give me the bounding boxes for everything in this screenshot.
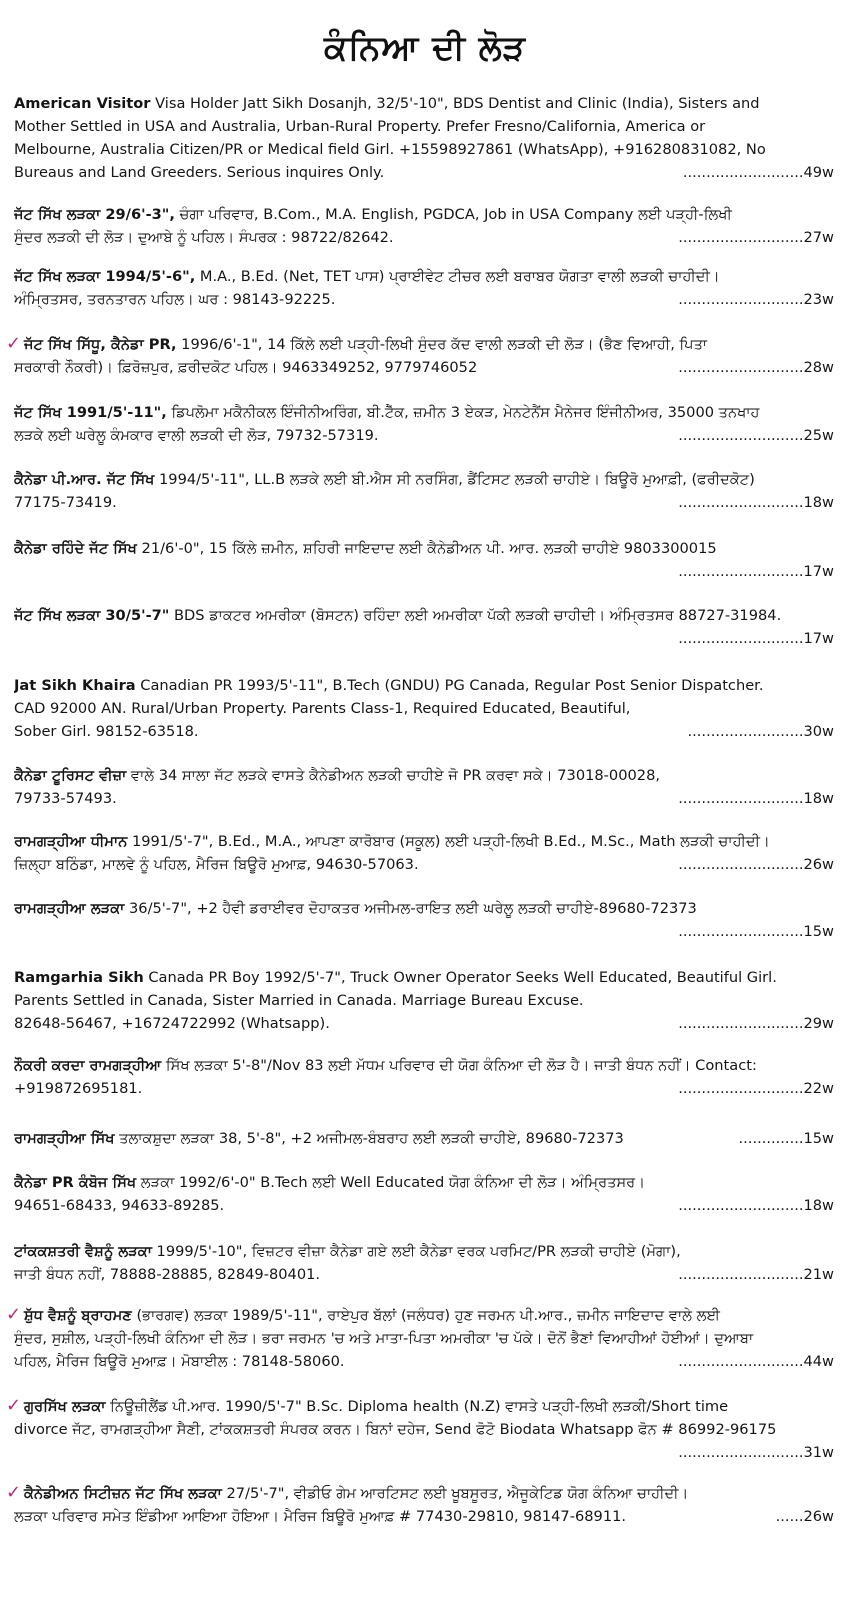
ad-2 [14, 265, 834, 311]
ad-lead: ਗੁਰਸਿੱਖ ਲੜਕਾ [24, 1398, 106, 1415]
ad-line: Mother Settled in USA and Australia, Urban-Rural Property. Prefer Fresno/California, America or [14, 118, 706, 135]
ad-4 [14, 401, 834, 447]
ad-lead: ਜੱਟ ਸਿੱਖ ਲੜਕਾ 1994/5'-6", [14, 268, 196, 285]
ad-price: ..........................49w [682, 164, 834, 181]
ad-14 [14, 1127, 834, 1150]
ad-line: ਲੜਕਾ ਪਰਿਵਾਰ ਸਮੇਤ ਇੰਡੀਆ ਆਇਆ ਹੋਇਆ। ਮੈਰਿਜ ਬਿਊਰੋ ਮੁਆਫ਼ # 77430-29810, 98147-68911. [14, 1508, 627, 1525]
ad-8 [14, 674, 834, 743]
ad-price: ...........................44w [678, 1353, 834, 1370]
ad-price: ...........................21w [678, 1266, 834, 1283]
ad-lead: ਨੌਕਰੀ ਕਰਦਾ ਰਾਮਗੜ੍ਹੀਆ [14, 1057, 162, 1074]
ad-line: Canadian PR 1993/5'-11", B.Tech (GNDU) PG Canada, Regular Post Senior Dispatcher. [135, 677, 764, 694]
ad-line: Visa Holder Jatt Sikh Dosanjh, 32/5'-10", BDS Dentist and Clinic (India), Sisters and [150, 95, 760, 112]
ad-lead: ਟਾਂਕਕਸ਼ਤਰੀ ਵੈਸ਼ਨੂੰ ਲੜਕਾ [14, 1243, 152, 1260]
ad-line: ਲੜਕੇ ਲਈ ਘਰੇਲੂ ਕੰਮਕਾਰ ਵਾਲੀ ਲੜਕੀ ਦੀ ਲੋੜ, 79732-57319. [14, 427, 379, 444]
ad-lead: ਰਾਮਗੜ੍ਹੀਆ ਲੜਕਾ [14, 900, 125, 917]
ad-line: BDS ਡਾਕਟਰ ਅਮਰੀਕਾ (ਬੋਸਟਨ) ਰਹਿੰਦਾ ਲਈ ਅਮਰੀਕਾ ਪੱਕੀ ਲੜਕੀ ਚਾਹੀਦੀ। ਅੰਮ੍ਰਿਤਸਰ 88727-31984. [169, 607, 782, 624]
ad-lead: ਜੱਟ ਸਿੱਖ ਲੜਕਾ 29/6'-3", [14, 206, 175, 223]
ad-lead: ਕੈਨੇਡੀਅਨ ਸਿਟੀਜ਼ਨ ਜੱਟ ਸਿੱਖ ਲੜਕਾ [24, 1485, 222, 1502]
ad-price: ...........................31w [678, 1444, 834, 1461]
ad-5 [14, 468, 834, 514]
ad-line: ਵਾਲੇ 34 ਸਾਲਾ ਜੱਟ ਲੜਕੇ ਵਾਸਤੇ ਕੈਨੇਡੀਅਨ ਲੜਕੀ ਚਾਹੀਏ ਜੋ PR ਕਰਵਾ ਸਕੇ। 73018-00028, [126, 767, 660, 784]
ad-price: ...........................28w [678, 359, 834, 376]
ad-line: ਲੜਕਾ 1992/6'-0" B.Tech ਲਈ Well Educated ਯੋਗ ਕੰਨਿਆ ਦੀ ਲੋੜ। ਅੰਮ੍ਰਿਤਸਰ। [136, 1174, 646, 1191]
ad-line: ਪਹਿਲ, ਮੈਰਿਜ ਬਿਊਰੋ ਮੁਆਫ਼। ਮੋਬਾਈਲ : 78148-58060. [14, 1353, 345, 1370]
ad-lead: ਕੈਨੇਡਾ ਟੂਰਿਸਟ ਵੀਜ਼ਾ [14, 767, 127, 784]
ad-line: ਚੰਗਾ ਪਰਿਵਾਰ, B.Com., M.A. English, PGDCA, Job in USA Company ਲਈ ਪੜ੍ਹੀ-ਲਿਖੀ [174, 206, 732, 223]
ad-19 [6, 1482, 834, 1528]
ad-price: ...........................18w [678, 494, 834, 511]
ad-line: +919872695181. [14, 1080, 143, 1097]
ad-price: ...........................23w [678, 291, 834, 308]
ad-price: ...........................25w [678, 427, 834, 444]
ad-12 [14, 966, 834, 1035]
ad-line: Melbourne, Australia Citizen/PR or Medical field Girl. +15598927861 (WhatsApp), +916280831082, No [14, 141, 766, 158]
ad-lead: ਰਾਮਗੜ੍ਹੀਆ ਧੀਮਾਨ [14, 833, 128, 850]
ad-10 [14, 830, 834, 876]
ad-price: ...........................22w [678, 1080, 834, 1097]
ad-6 [14, 537, 834, 583]
ad-lead: ਕੈਨੇਡਾ ਰਹਿੰਦੇ ਜੱਟ ਸਿੱਖ [14, 540, 137, 557]
ad-line: (ਭਾਰਗਵ) ਲੜਕਾ 1989/5'-11", ਰਾਏਪੁਰ ਬੱਲਾਂ (ਜਲੰਧਰ) ਹੁਣ ਜਰਮਨ ਪੀ.ਆਰ., ਜ਼ਮੀਨ ਜਾਇਦਾਦ ਵਾਲੇ ਲਈ [131, 1307, 721, 1324]
ad-line: 27/5'-7", ਵੀਡੀਓ ਗੇਮ ਆਰਟਿਸਟ ਲਈ ਖੂਬਸੂਰਤ, ਐਜੂਕੇਟਿਡ ਯੋਗ ਕੰਨਿਆ ਚਾਹੀਦੀ। [221, 1485, 689, 1502]
ad-line: Bureaus and Land Greeders. Serious inquires Only. [14, 164, 385, 181]
ad-lead: ਰਾਮਗੜ੍ਹੀਆ ਸਿੱਖ [14, 1130, 115, 1147]
ad-line: 79733-57493. [14, 790, 117, 807]
ad-line: 1996/6'-1", 14 ਕਿੱਲੇ ਲਈ ਪੜ੍ਹੀ-ਲਿਖੀ ਸੁੰਦਰ ਕੱਦ ਵਾਲੀ ਲੜਕੀ ਦੀ ਲੋੜ। (ਭੈਣ ਵਿਆਹੀ, ਪਿਤਾ [176, 336, 708, 353]
ad-9 [14, 764, 834, 810]
ad-lead: American Visitor [14, 95, 151, 112]
ad-line: 1999/5'-10", ਵਿਜ਼ਟਰ ਵੀਜ਼ਾ ਕੈਨੇਡਾ ਗਏ ਲਈ ਕੈਨੇਡਾ ਵਰਕ ਪਰਮਿਟ/PR ਲੜਕੀ ਚਾਹੀਏ (ਮੋਗਾ), [151, 1243, 681, 1260]
ad-price: ...........................15w [678, 923, 834, 940]
ad-price: ..............15w [738, 1130, 834, 1147]
ad-lead: ਕੈਨੇਡਾ ਪੀ.ਆਰ. ਜੱਟ ਸਿੱਖ [14, 471, 155, 488]
checkmark-icon: ✓ [6, 1482, 22, 1503]
ad-line: CAD 92000 AN. Rural/Urban Property. Parents Class-1, Required Educated, Beautiful, [14, 700, 631, 717]
ad-11 [14, 897, 834, 943]
ad-16 [14, 1240, 834, 1286]
ad-price: ...........................27w [678, 229, 834, 246]
ad-3 [6, 333, 834, 379]
page-title: ਕੰਨਿਆ ਦੀ ਲੋੜ [324, 28, 526, 68]
ad-0 [14, 92, 834, 184]
ad-line: 1994/5'-11", LL.B ਲੜਕੇ ਲਈ ਬੀ.ਐਸ ਸੀ ਨਰਸਿੰਗ, ਡੈਂਟਿਸਟ ਲੜਕੀ ਚਾਹੀਏ। ਬਿਊਰੋ ਮੁਆਫ਼ੀ, (ਫਰੀਦਕੋਟ) [154, 471, 755, 488]
ad-18 [6, 1395, 834, 1464]
ad-lead: ਜੱਟ ਸਿੱਖ ਲੜਕਾ 30/5'-7" [14, 607, 170, 624]
ad-line: ਜਾਤੀ ਬੰਧਨ ਨਹੀਂ, 78888-28885, 82849-80401. [14, 1266, 321, 1283]
ad-13 [14, 1054, 834, 1100]
ad-line: Sober Girl. 98152-63518. [14, 723, 199, 740]
checkmark-icon: ✓ [6, 333, 22, 354]
ad-line: ਜ਼ਿਲ੍ਹਾ ਬਠਿੰਡਾ, ਮਾਲਵੇ ਨੂੰ ਪਹਿਲ, ਮੈਰਿਜ ਬਿਊਰੋ ਮੁਆਫ਼, 94630-57063. [14, 856, 419, 873]
ad-line: ਸੁੰਦਰ, ਸੁਸ਼ੀਲ, ਪੜ੍ਹੀ-ਲਿਖੀ ਕੰਨਿਆ ਦੀ ਲੋੜ। ਭਰਾ ਜਰਮਨ 'ਚ ਅਤੇ ਮਾਤਾ-ਪਿਤਾ ਅਮਰੀਕਾ 'ਚ ਪੱਕੇ। ਦੋਨੋਂ ਭੈਣਾਂ ਵਿਆਹੀਆਂ ਹੋਈਆਂ। ਦੁਆਬਾ [14, 1330, 754, 1347]
ad-lead: ਜੱਟ ਸਿੱਖ 1991/5'-11", [14, 404, 167, 421]
ad-price: ......26w [775, 1508, 834, 1525]
ad-line: ਨਿਊਜ਼ੀਲੈਂਡ ਪੀ.ਆਰ. 1990/5'-7" B.Sc. Diploma health (N.Z) ਵਾਸਤੇ ਪੜ੍ਹੀ-ਲਿਖੀ ਲੜਕੀ/Short time [105, 1398, 729, 1415]
ad-price: ...........................26w [678, 856, 834, 873]
ad-lead: Jat Sikh Khaira [14, 677, 136, 694]
ad-17 [6, 1304, 834, 1373]
checkmark-icon: ✓ [6, 1395, 22, 1416]
ad-price: ...........................18w [678, 1197, 834, 1214]
ad-line: 94651-68433, 94633-89285. [14, 1197, 225, 1214]
ad-line: 1991/5'-7", B.Ed., M.A., ਆਪਣਾ ਕਾਰੋਬਾਰ (ਸਕੂਲ) ਲਈ ਪੜ੍ਹੀ-ਲਿਖੀ B.Ed., M.Sc., Math ਲੜਕੀ ਚਾਹੀਦੀ। [127, 833, 770, 850]
ad-line: ਸੁੰਦਰ ਲੜਕੀ ਦੀ ਲੋੜ। ਦੁਆਬੇ ਨੂੰ ਪਹਿਲ। ਸੰਪਰਕ : 98722/82642. [14, 229, 394, 246]
ad-7 [14, 604, 834, 650]
ad-line: ਸਿੱਖ ਲੜਕਾ 5'-8"/Nov 83 ਲਈ ਮੱਧਮ ਪਰਿਵਾਰ ਦੀ ਯੋਗ ਕੰਨਿਆ ਦੀ ਲੋੜ ਹੈ। ਜਾਤੀ ਬੰਧਨ ਨਹੀਂ। Contact: [161, 1057, 757, 1074]
ad-lead: ਜੱਟ ਸਿੱਖ ਸਿੱਧੂ, ਕੈਨੇਡਾ PR, [24, 336, 177, 353]
ad-line: 36/5'-7", +2 ਹੈਵੀ ਡਰਾਈਵਰ ਦੋਹਾਕਤਰ ਅਜੀਮਲ-ਰਾਇਤ ਲਈ ਘਰੇਲੂ ਲੜਕੀ ਚਾਹੀਏ-89680-72373 [124, 900, 697, 917]
ad-line: ਸਰਕਾਰੀ ਨੌਕਰੀ)। ਫ਼ਿਰੋਜ਼ਪੁਰ, ਫ਼ਰੀਦਕੋਟ ਪਹਿਲ। 9463349252, 9779746052 [14, 359, 478, 376]
ad-line: ਡਿਪਲੋਮਾ ਮਕੈਨੀਕਲ ਇੰਜੀਨੀਅਰਿੰਗ, ਬੀ.ਟੈੱਕ, ਜ਼ਮੀਨ 3 ਏਕੜ, ਮੇਨਟੇਨੈਂਸ ਮੈਨੇਜਰ ਇੰਜੀਨੀਅਰ, 35000 ਤਨਖਾਹ [166, 404, 760, 421]
ad-price: ...........................29w [678, 1015, 834, 1032]
ad-price: ...........................17w [678, 630, 834, 647]
ad-line: divorce ਜੱਟ, ਰਾਮਗੜ੍ਹੀਆ ਸੈਣੀ, ਟਾਂਕਕਸ਼ਤਰੀ ਸੰਪਰਕ ਕਰਨ। ਬਿਨਾਂ ਦਹੇਜ, Send ਫੋਟੋ Biodata Whatsapp ਫੋਨ # 86992-96175 [14, 1421, 777, 1438]
ad-line: 82648-56467, +16724722992 (Whatsapp). [14, 1015, 330, 1032]
checkmark-icon: ✓ [6, 1304, 22, 1325]
ad-15 [14, 1171, 834, 1217]
ad-lead: Ramgarhia Sikh [14, 969, 144, 986]
ad-line: 21/6'-0", 15 ਕਿੱਲੇ ਜ਼ਮੀਨ, ਸ਼ਹਿਰੀ ਜਾਇਦਾਦ ਲਈ ਕੈਨੇਡੀਅਨ ਪੀ. ਆਰ. ਲੜਕੀ ਚਾਹੀਏ 9803300015 [136, 540, 717, 557]
ad-price: .........................30w [687, 723, 834, 740]
ad-price: ...........................18w [678, 790, 834, 807]
ad-lead: ਕੈਨੇਡਾ PR ਕੰਬੋਜ ਸਿੱਖ [14, 1174, 137, 1191]
ad-lead: ਸ਼ੁੱਧ ਵੈਸ਼ਨੂੰ ਬ੍ਰਾਹਮਣ [24, 1307, 132, 1324]
ad-line: 77175-73419. [14, 494, 117, 511]
ad-price: ...........................17w [678, 563, 834, 580]
ad-line: Parents Settled in Canada, Sister Married in Canada. Marriage Bureau Excuse. [14, 992, 584, 1009]
ad-line: ਤਲਾਕਸ਼ੁਦਾ ਲੜਕਾ 38, 5'-8", +2 ਅਜੀਮਲ-ਬੰਬਰਾਹ ਲਈ ਲੜਕੀ ਚਾਹੀਏ, 89680-72373 [114, 1130, 624, 1147]
ad-line: Canada PR Boy 1992/5'-7", Truck Owner Operator Seeks Well Educated, Beautiful Girl. [143, 969, 777, 986]
ad-1 [14, 203, 834, 249]
ad-line: M.A., B.Ed. (Net, TET ਪਾਸ) ਪ੍ਰਾਈਵੇਟ ਟੀਚਰ ਲਈ ਬਰਾਬਰ ਯੋਗਤਾ ਵਾਲੀ ਲੜਕੀ ਚਾਹੀਦੀ। [195, 268, 720, 285]
ad-line: ਅੰਮ੍ਰਿਤਸਰ, ਤਰਨਤਾਰਨ ਪਹਿਲ। ਘਰ : 98143-92225. [14, 291, 336, 308]
